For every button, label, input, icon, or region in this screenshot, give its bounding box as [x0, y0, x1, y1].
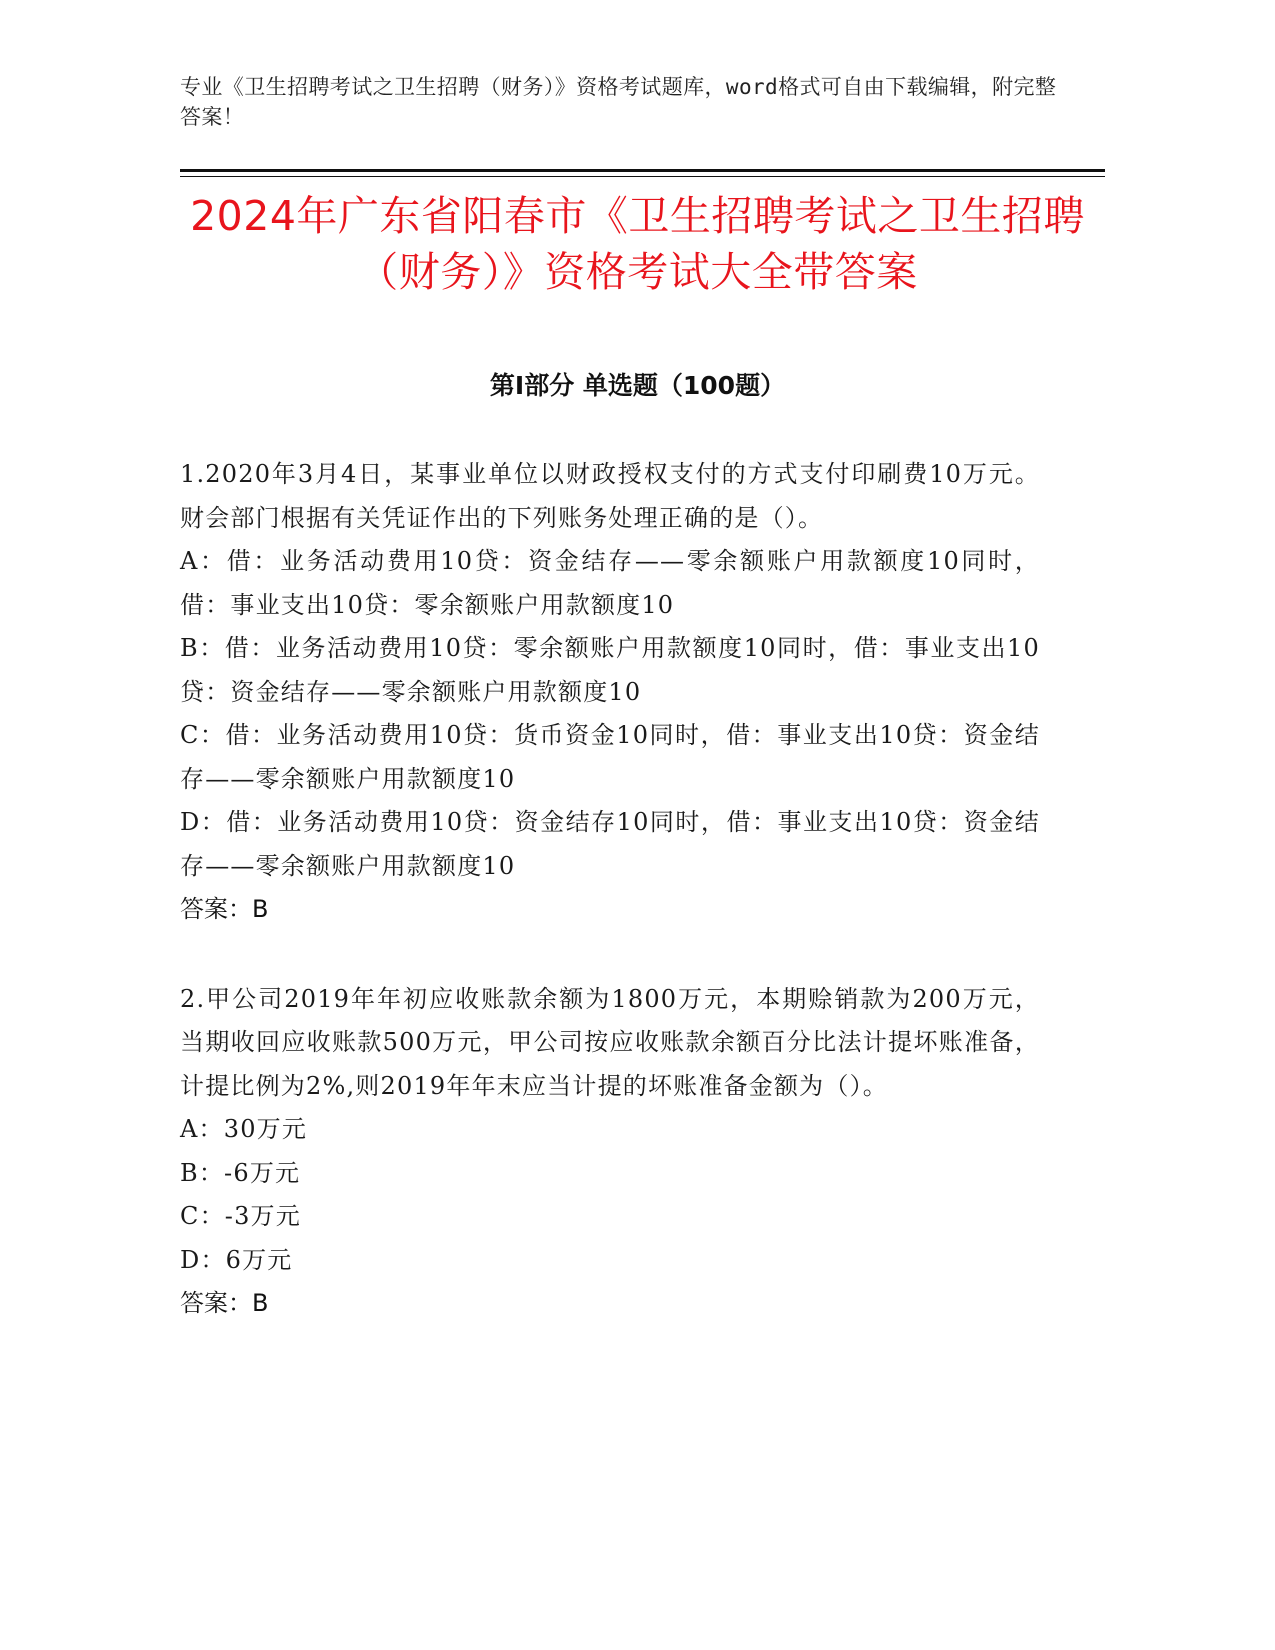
question-2-option-d: D：6万元 — [180, 1245, 293, 1274]
question-2-option-c: C：-3万元 — [180, 1202, 301, 1230]
question-2 — [180, 978, 1040, 1326]
question-2-option-a: A：30万元 — [180, 1115, 308, 1143]
question-1-answer: 答案：B — [180, 895, 269, 923]
question-1-option-b: B：借：业务活动费用10贷：零余额账户用款额度10同时，借：事业支出10贷：资金结存——零余额账户用款额度10 — [180, 634, 1040, 706]
question-1-text: 1.2020年3月4日，某事业单位以财政授权支付的方式支付印刷费10万元。财会部门根据有关凭证作出的下列账务处理正确的是（）。 — [180, 460, 1040, 532]
question-1 — [180, 453, 1040, 932]
document-title: 2024年广东省阳春市《卫生招聘考试之卫生招聘（财务）》资格考试大全带答案 — [190, 192, 1085, 296]
question-1-option-a: A：借：业务活动费用10贷：资金结存——零余额账户用款额度10同时，借：事业支出10贷：零余额账户用款额度10 — [180, 547, 1040, 619]
question-2-text: 2.甲公司2019年年初应收账款余额为1800万元，本期赊销款为200万元，当期收回应收账款500万元，甲公司按应收账款余额百分比法计提坏账准备，计提比例为2%,则2019年年末应当计提的坏账准备金额为（）。 — [180, 984, 1040, 1100]
question-list — [180, 453, 1040, 1372]
question-2-option-b: B：-6万元 — [180, 1158, 301, 1187]
header-note: 专业《卫生招聘考试之卫生招聘（财务）》资格考试题库，word格式可自由下载编辑，附完整答案！ — [180, 75, 1057, 129]
section-heading: 第Ⅰ部分 单选题（100题） — [489, 371, 786, 400]
question-1-option-d: D：借：业务活动费用10贷：资金结存10同时，借：事业支出10贷：资金结存——零余额账户用款额度10 — [180, 808, 1040, 880]
question-2-answer: 答案：B — [180, 1289, 269, 1317]
header-divider-thin — [180, 176, 1105, 177]
question-1-option-c: C：借：业务活动费用10贷：货币资金10同时，借：事业支出10贷：资金结存——零余额账户用款额度10 — [180, 721, 1040, 793]
header-divider-thick — [180, 169, 1105, 172]
